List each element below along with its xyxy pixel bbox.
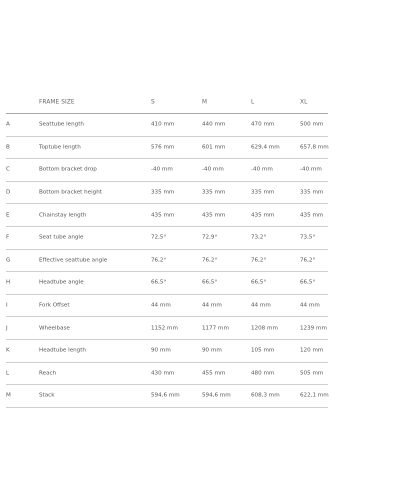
- value-size-l: -40 mm: [251, 166, 273, 173]
- row-letter: A: [6, 121, 10, 128]
- row-letter: G: [6, 257, 11, 264]
- value-size-m: 440 mm: [202, 121, 226, 128]
- row-label: Headtube angle: [39, 279, 84, 286]
- table-body: [0, 114, 400, 408]
- row-label: Bottom bracket drop: [39, 166, 97, 173]
- table-row: [0, 272, 400, 295]
- value-size-m: 435 mm: [202, 212, 226, 219]
- value-size-m: -40 mm: [202, 166, 224, 173]
- row-label: Effective seattube angle: [39, 257, 108, 264]
- value-size-l: 480 mm: [251, 370, 275, 377]
- row-letter: F: [6, 234, 10, 241]
- row-label: Seat tube angle: [39, 234, 84, 241]
- row-letter: B: [6, 144, 10, 151]
- header-frame-size: FRAME SIZE: [39, 99, 75, 106]
- header-size-l: L: [251, 99, 255, 106]
- row-letter: E: [6, 212, 10, 219]
- value-size-s: -40 mm: [151, 166, 173, 173]
- value-size-l: 435 mm: [251, 212, 275, 219]
- value-size-s: 594,6 mm: [151, 392, 180, 399]
- value-size-s: 335 mm: [151, 189, 175, 196]
- value-size-l: 470 mm: [251, 121, 275, 128]
- row-letter: K: [6, 347, 10, 354]
- value-size-s: 44 mm: [151, 302, 171, 309]
- row-letter: D: [6, 189, 11, 196]
- value-size-l: 44 mm: [251, 302, 271, 309]
- value-size-m: 66,5°: [202, 279, 218, 286]
- value-size-s: 90 mm: [151, 347, 171, 354]
- value-size-s: 410 mm: [151, 121, 175, 128]
- value-size-m: 90 mm: [202, 347, 222, 354]
- value-size-m: 1177 mm: [202, 325, 229, 332]
- table-row: [0, 363, 400, 386]
- row-letter: H: [6, 279, 11, 286]
- value-size-s: 576 mm: [151, 144, 175, 151]
- value-size-xl: 1239 mm: [300, 325, 327, 332]
- table-row: [0, 137, 400, 160]
- value-size-m: 335 mm: [202, 189, 226, 196]
- table-row: [0, 385, 400, 408]
- value-size-m: 72,9°: [202, 234, 218, 241]
- table-row: [0, 182, 400, 205]
- value-size-xl: 500 mm: [300, 121, 324, 128]
- row-divider: [6, 407, 328, 408]
- table-row: [0, 295, 400, 318]
- value-size-s: 72,5°: [151, 234, 167, 241]
- table-row: [0, 114, 400, 137]
- row-letter: M: [6, 392, 11, 399]
- value-size-xl: 76,2°: [300, 257, 316, 264]
- value-size-m: 44 mm: [202, 302, 222, 309]
- header-size-m: M: [202, 99, 208, 106]
- value-size-l: 105 mm: [251, 347, 275, 354]
- value-size-l: 608,3 mm: [251, 392, 280, 399]
- value-size-xl: 622,1 mm: [300, 392, 329, 399]
- value-size-xl: 73,5°: [300, 234, 316, 241]
- header-size-xl: XL: [300, 99, 308, 106]
- table-row: [0, 317, 400, 340]
- value-size-s: 66,5°: [151, 279, 167, 286]
- row-label: Reach: [39, 370, 57, 377]
- value-size-xl: 66,5°: [300, 279, 316, 286]
- header-size-s: S: [151, 99, 155, 106]
- row-letter: L: [6, 370, 10, 377]
- value-size-xl: -40 mm: [300, 166, 322, 173]
- value-size-xl: 505 mm: [300, 370, 324, 377]
- value-size-xl: 435 mm: [300, 212, 324, 219]
- value-size-m: 601 mm: [202, 144, 226, 151]
- row-label: Fork Offset: [39, 302, 70, 309]
- value-size-s: 76,2°: [151, 257, 167, 264]
- value-size-s: 430 mm: [151, 370, 175, 377]
- row-label: Headtube length: [39, 347, 86, 354]
- value-size-s: 1152 mm: [151, 325, 178, 332]
- table-header-row: [0, 92, 400, 114]
- row-label: Toptube length: [39, 144, 81, 151]
- row-letter: J: [6, 325, 8, 332]
- row-label: Seattube length: [39, 121, 84, 128]
- value-size-l: 66,5°: [251, 279, 267, 286]
- value-size-l: 1208 mm: [251, 325, 278, 332]
- row-label: Chainstay length: [39, 212, 87, 219]
- value-size-m: 455 mm: [202, 370, 226, 377]
- value-size-l: 76,2°: [251, 257, 267, 264]
- value-size-l: 73,2°: [251, 234, 267, 241]
- table-row: [0, 159, 400, 182]
- table-row: [0, 227, 400, 250]
- row-label: Stack: [39, 392, 55, 399]
- value-size-xl: 44 mm: [300, 302, 320, 309]
- row-letter: C: [6, 166, 10, 173]
- value-size-xl: 657,8 mm: [300, 144, 329, 151]
- value-size-s: 435 mm: [151, 212, 175, 219]
- value-size-l: 629,4 mm: [251, 144, 280, 151]
- row-label: Bottom bracket height: [39, 189, 102, 196]
- table-row: [0, 204, 400, 227]
- value-size-xl: 335 mm: [300, 189, 324, 196]
- row-letter: I: [6, 302, 8, 309]
- value-size-m: 594,6 mm: [202, 392, 231, 399]
- table-row: [0, 340, 400, 363]
- value-size-m: 76,2°: [202, 257, 218, 264]
- value-size-xl: 120 mm: [300, 347, 324, 354]
- table-row: [0, 250, 400, 273]
- row-label: Wheelbase: [39, 325, 70, 332]
- value-size-l: 335 mm: [251, 189, 275, 196]
- geometry-table: [0, 92, 400, 408]
